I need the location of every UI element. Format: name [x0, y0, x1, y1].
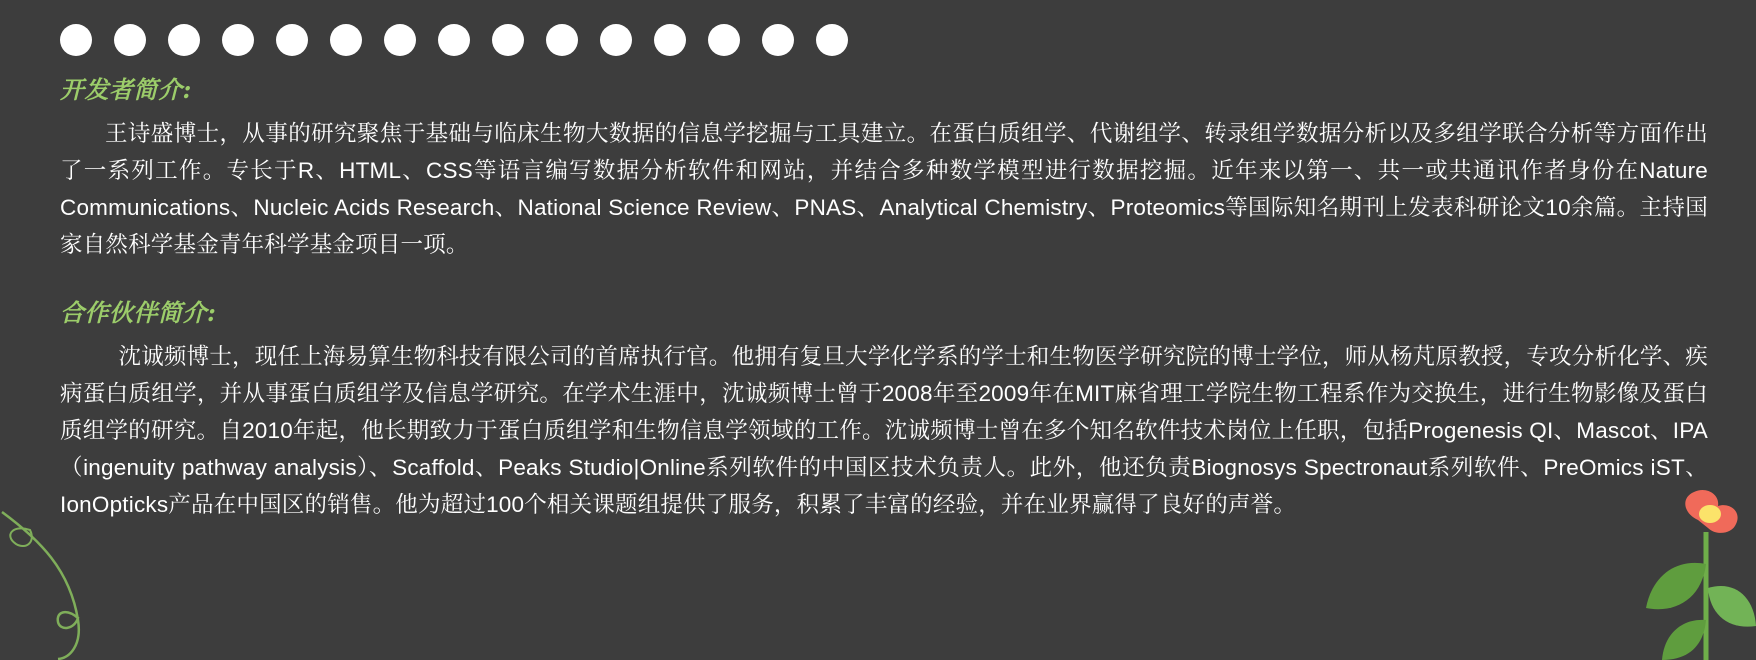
bullet-dot-icon — [384, 24, 416, 56]
bullet-dot-icon — [330, 24, 362, 56]
section-body-partner: 沈诚频博士，现任上海易算生物科技有限公司的首席执行官。他拥有复旦大学化学系的学士和生物医学研究院的博士学位，师从杨芃原教授，专攻分析化学、疾病蛋白质组学，并从事蛋白质组学及信息学研究。在学术生涯中，沈诚频博士曾于2008年至2009年在MIT麻省理工学院生物工程系作为交换生，进行生物影像及蛋白质组学的研究。自2010年起，他长期致力于蛋白质组学和生物信息学领域的工作。沈诚频博士曾在多个知名软件技术岗位上任职，包括Progenesis QI、Mascot、IPA（ingenuity pathway analysis）、Scaffold、Peaks Studio|Online系列软件的中国区技术负责人。此外，他还负责Biognosys Spectronaut系列软件、PreOmics iST、IonOpticks产品在中国区的销售。他为超过100个相关课题组提供了服务，积累了丰富的经验，并在业界赢得了良好的声誉。 — [60, 344, 1708, 517]
bullet-dot-icon — [438, 24, 470, 56]
bullet-dot-icon — [114, 24, 146, 56]
bullet-dot-icon — [492, 24, 524, 56]
section-title-developer: 开发者简介: — [60, 75, 192, 104]
bullet-dot-icon — [654, 24, 686, 56]
bullet-dot-icon — [600, 24, 632, 56]
dot-row-decoration — [60, 24, 848, 56]
slide-content — [60, 70, 1708, 523]
bullet-dot-icon — [60, 24, 92, 56]
bullet-dot-icon — [168, 24, 200, 56]
bullet-dot-icon — [708, 24, 740, 56]
section-body-developer: 王诗盛博士，从事的研究聚焦于基础与临床生物大数据的信息学挖掘与工具建立。在蛋白质组学、代谢组学、转录组学数据分析以及多组学联合分析等方面作出了一系列工作。专长于R、HTML、CSS等语言编写数据分析软件和网站，并结合多种数学模型进行数据挖掘。近年来以第一、共一或共通讯作者身份在Nature Communications、Nucleic Acids Research、National Science Review、PNAS、Analytical Chemistry、Proteomics等国际知名期刊上发表科研论文10余篇。主持国家自然科学基金青年科学基金项目一项。 — [60, 121, 1708, 257]
bullet-dot-icon — [816, 24, 848, 56]
section-title-partner: 合作伙伴简介: — [60, 298, 217, 327]
bullet-dot-icon — [222, 24, 254, 56]
bullet-dot-icon — [276, 24, 308, 56]
vine-decoration — [0, 500, 130, 660]
bullet-dot-icon — [762, 24, 794, 56]
bullet-dot-icon — [546, 24, 578, 56]
